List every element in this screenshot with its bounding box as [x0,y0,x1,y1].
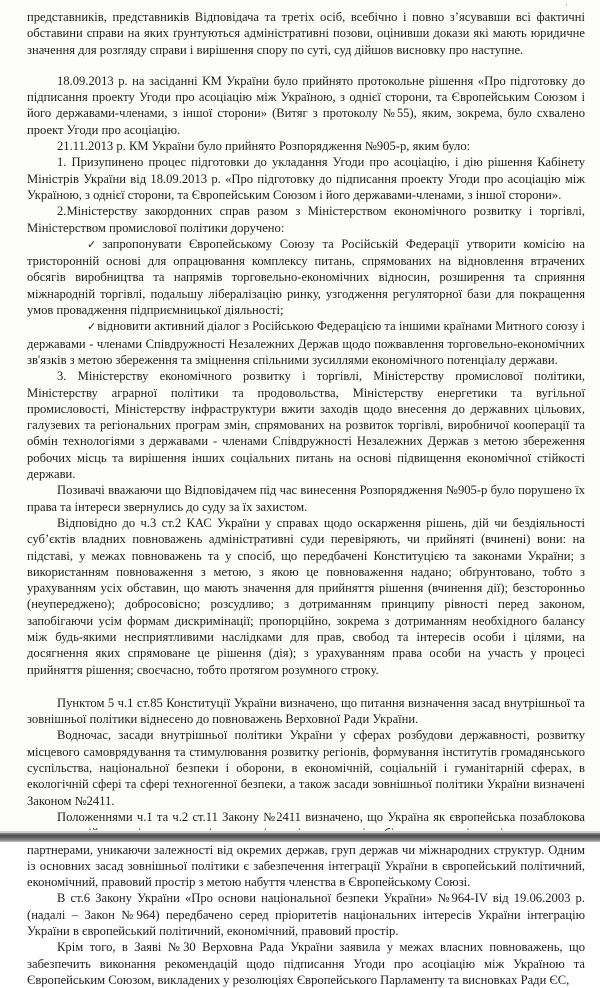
paragraph-order-905: 21.11.2013 р. КМ України було прийнято Розпорядження №905-р, яким було: [57,139,471,154]
paragraph-law-964: В ст.6 Закону України «Про основи національної безпеки України» №964-IV від 19.06.2003 р. (надалі – Закон №964) передбачено серед пріоритетів національних інтересів України інтеграцію України в європейський політичний, економічний, правовий простір. [27,891,585,939]
bullet-text: відновити активний діалог з Російською Федерацією та іншими країнами Митного союзу і державами - членами Співдружності Незалежних Держав щодо пожвавлення торговельно-економічних зв'язків з метою збереження та зміцнення спільними зусиллями економічного потенціалу держави. [27,319,585,367]
bullet-text: запропонувати Європейському Союзу та Російській Федерації утворити комісію на тристоронній основі для опрацювання комплексу питань, спрямованих на відновлення втрачених обсягів виробництва та напрямів торговельно-економічних відносин, розширення та сприяння міжнародній торгівлі, подальшу лібералізацію ринку, узгодження регуляторної бази для покращення умов провадження підприємницької діяльності; [27,236,585,318]
paragraph-intro: представників, представників Відповідача та третіх осіб, всебічно і повно з’ясувавши всі фактичні обставини справи на яких ґрунтуються адміністративні позови, оцінивши докази які мають юридичне значення для розгляду справи і вирішення спору по суті, суд дійшов висновку про наступне. [27,10,585,57]
paragraph-statement-30: Крім того, в Заяві №30 Верховна Рада України заявила у межах власних повноважень, що забезпечить виконання рекомендацій щодо підписання Угоди про асоціацію між Україною та Європейським Союзом, викладених у резолюціях Європейського Парламенту та висновках Ради ЄС, [27,940,585,987]
bullet-item-1 [27,236,585,318]
scan-speck [566,4,567,6]
paragraph-protocol-decision: 18.09.2013 р. на засіданні КМ України було прийнято протокольне рішення «Про підготовку до підписання проекту Угоди про асоціацію між Україною, з однієї сторони, та Європейським Союзом і його державами-членами, з іншої сторони» (Витяг з протоколу №55), яким, зокрема, було схвалено проект Угоди про асоціацію. [27,73,585,137]
paragraph-constitution: Пунктом 5 ч.1 ст.85 Конституції України визначено, що питання визначення засад внутрішньої та зовнішньої політики віднесено до повноважень Верховної Ради України. [27,695,585,727]
scan-edge-shadow [0,833,600,842]
checkmark-icon: ✓ [87,320,97,334]
list-item-2: 2.Міністерству закордонних справ разом з Міністерством економічного розвитку і торгівлі, Міністерством промислової політики доручено: [27,204,585,235]
paragraph-kas-article: Відповідно до ч.3 ст.2 КАС України у справах щодо оскарження рішень, дій чи бездіяльності суб’єктів владних повноважень адміністративні суди перевіряють, чи прийняті (вчинені) вони: на підставі, у межах повноважень та у спосіб, що передбачені Конституцією та законами України; з використанням повноваження з метою, з якою це повноваження надано; обґрунтовано, тобто з урахуванням усіх обставин, що мають значення для прийняття рішення (вчинення дії); безсторонньо (неупереджено); добросовісно; розсудливо; з дотриманням принципу рівності перед законом, запобігаючи усім формам дискримінації; пропорційно, зокрема з дотриманням необхідного балансу між будь-якими несприятливими наслідками для прав, свобод та інтересів особи і цілями, на досягнення яких спрямоване це рішення (дія); з урахуванням права особи на участь у процесі прийняття рішення; своєчасно, тобто протягом розумного строку. [27,515,585,677]
paragraph-plaintiffs: Позивачі вважаючи що Відповідачем під час винесення Розпорядження №905-р було порушено їх права та інтереси звернулись до суду за їх захистом. [27,483,585,514]
paragraph-law-2411: Положеннями ч.1 та ч.2 ст.11 Закону №2411 визначено, що Україна як європейська позаблокова партнерами, уникаючи залежності від окремих держав, груп держав чи міжнародних структур. Одним із основних засад зовнішньої політики є забезпечення інтеграції України в європейський політичний, економічний, правовий простір з метою набуття членства в Європейському Союзі. [27,809,585,890]
list-item-3: 3. Міністерству економічного розвитку і торгівлі, Міністерству промислової політики, Міністерству аграрної політики та продовольства, Міністерству енергетики та вугільної промисловості, Міністерству інфраструктури вжити заходів щодо внесення до державних цільових, галузевих та регіональних програм змін, спрямованих на розвиток торгівлі, виробничої кооперації та обмін технологіями з державами - членами Співдружності Незалежних Держав з метою збереження робочих місць та вирішення інших соціальних питань на основі підвищення економічної стійкості держави. [27,369,585,482]
bullet-item-2 [27,318,585,368]
checkmark-icon: ✓ [87,237,97,251]
paragraph-domestic-policy: Водночас, засади внутрішньої політики України у сферах розбудови державності, розвитку місцевого самоврядування та стимулювання розвитку регіонів, формування інститутів громадянського суспільства, національної безпеки і оборони, в економічній, соціальній і гуманітарній сферах, в екологічній сфері та сфері техногенної безпеки, а також засади зовнішньої політики України визначені Законом №2411. [27,728,585,808]
list-item-1: 1. Призупинено процес підготовки до укладання Угоди про асоціацію, і дію рішення Кабінету Міністрів України від 18.09.2013 р. «Про підготовку до підписання проекту Угоди про асоціацію між Україною, з однієї сторони, та Європейським Союзом і його державами-членами, з іншої сторони». [27,155,585,202]
